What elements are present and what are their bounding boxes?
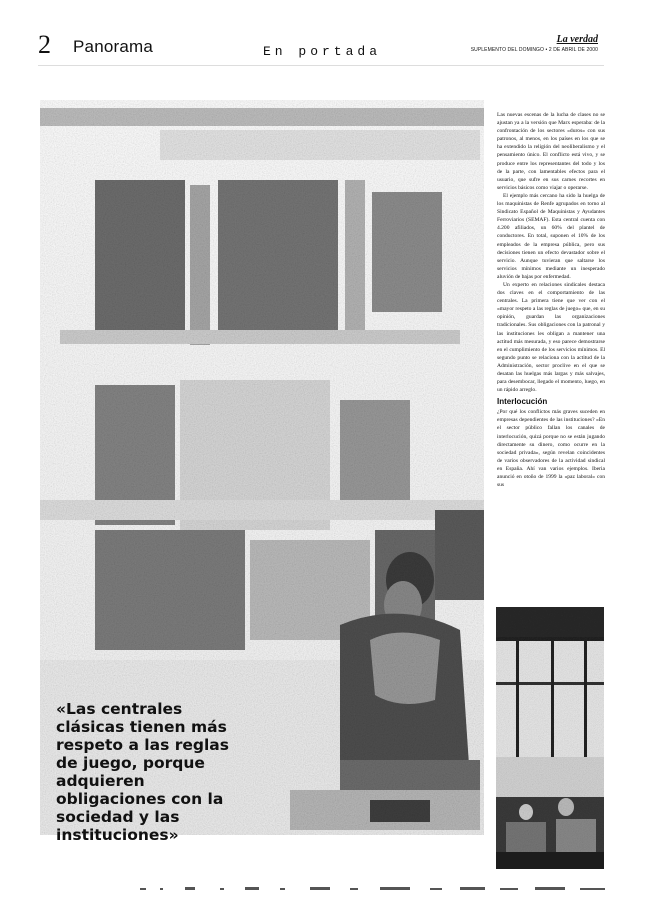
article-paragraph: ¿Por qué los conflictos más graves suceden en empresas dependientes de las instituciones? «En el sector público fallan los canales de interlocución, quizá porque no se están jugando directamente su dinero, como ocurre en la sociedad privada», según revelan coincidentes de varios observadores de la actividad sindical en España. Ahí van varios ejemplos. Iberia anunció en otoño de 1999 la «paz laboral» con sus: [497, 409, 605, 489]
page-header: [0, 0, 650, 70]
scan-noise-strip: [140, 884, 610, 894]
article-paragraph: Las nuevas escenas de la lucha de clases no se ajustan ya a la versión que Marx esperaba: de la confrontación de los sectores «duros» con sus patronos, al menos, en los países en los que se ha extendido la religión del neoliberalismo y el pensamiento único. El conflicto está vivo, y se produce entre los representantes del todo y los de la parte, con lamentables efectos para el usuario, que sufre en sus carnes recortes en servicios básicos como viajar o operarse.: [497, 112, 605, 191]
terminal-waiting-room-photo: [496, 607, 604, 869]
article-paragraph: Un experto en relaciones sindicales destaca dos claves en el comportamiento de las centrales. La primera tiene que ver con el «mayor respeto a las reglas de juego» que, en su opinión, guardan las organizaciones tradicionales. Sus obligaciones con la patronal y las instituciones les obligan a mantener una actitud más mesurada, y eso parece demostrarse en el cumplimiento de los servicios mínimos. El segundo punto se relaciona con la actitud de la Administración, sector proclive en el que se desatan las huelgas más largas y más salvajes, para desembocar, llegado el momento, luego, en un rápido arreglo.: [497, 281, 605, 394]
date-line: SUPLEMENTO DEL DOMINGO • 2 DE ABRIL DE 2000: [470, 47, 598, 53]
brand-logo: La verdad: [556, 34, 598, 45]
header-rule: [38, 65, 604, 66]
article-column: [497, 111, 605, 489]
section-title: Panorama: [73, 37, 154, 56]
kicker: En portada: [263, 44, 382, 59]
masthead: [471, 34, 598, 53]
pull-quote: «Las centrales clásicas tienen más respeto a las reglas de juego, porque adquieren obligaciones con la sociedad y las instituciones»: [56, 700, 229, 844]
article-paragraph: El ejemplo más cercano ha sido la huelga de los maquinistas de Renfe agrupados en torno al Sindicato Español de Maquinistas y Ayudantes Ferroviarios (SEMAF). Esta central cuenta con 4.200 afiliados, un 60% del plantel de conductores. En total, suponen el 10% de los empleados de la empresa pública, pero sus decisiones tienen un efecto devastador sobre el servicio. Aunque tuvieran que saltarse los servicios mínimos mediante un inesperado aluvión de bajas por enfermedad.: [497, 192, 605, 280]
article-subhead: Interlocución: [497, 397, 548, 407]
page-number: 2: [38, 30, 51, 59]
